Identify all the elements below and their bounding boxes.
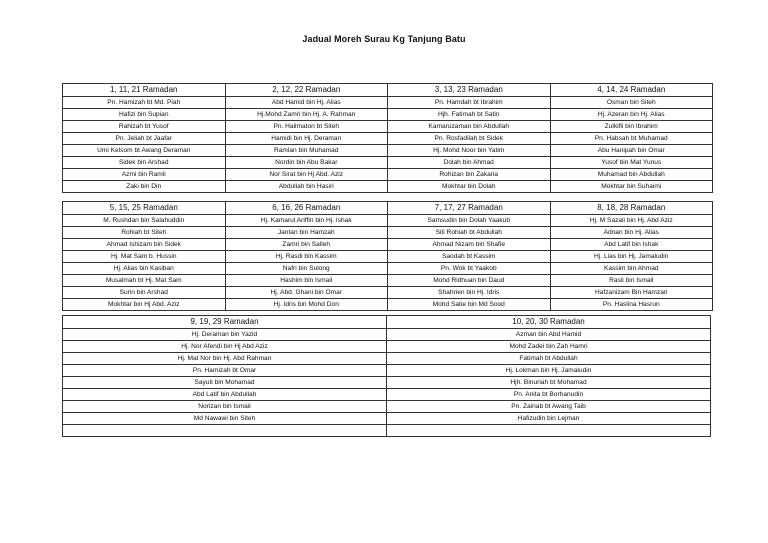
table-cell: Hashim bin Ismail [225,275,388,287]
table-cell: Kamaruzaman bin Abdullah [388,121,551,133]
table-cell: Shahrien bin Hj. Idris [388,287,551,299]
table-row [63,251,713,263]
table-cell: Md Nawawi bin Siteh [63,413,387,425]
table-cell: Zulkifli bin Ibrahim [550,121,713,133]
table-row [63,401,711,413]
table-cell: Hafzanizam Bin Hamzari [550,287,713,299]
table-cell: Pn. Hamizah bt Omar [63,365,387,377]
column-header: 6, 16, 26 Ramadan [225,202,388,215]
table-cell: Osman bin Siteh [550,97,713,109]
table-cell: Musalmah bt Hj. Mat Sam [63,275,226,287]
table-cell: Hafizudin bin Lejman [387,413,711,425]
table-header-row [63,316,711,329]
table-cell: Hamidi bin Hj. Deraman [225,133,388,145]
table-row [63,97,713,109]
table-row [63,239,713,251]
table-row [63,215,713,227]
table-cell: Sayuti bin Mohamad [63,377,387,389]
column-header: 5, 15, 25 Ramadan [63,202,226,215]
table-cell: Nordin bin Abu Bakar [225,157,388,169]
table-cell: Nafri bin Sulong [225,263,388,275]
table-cell: Pn. Zainab bt Awang Taib [387,401,711,413]
table-cell: Hj. Abd. Ghani bin Omar [225,287,388,299]
table-cell: Nor Sirat bin Hj Abd. Aziz [225,169,388,181]
table-row [63,169,713,181]
table-cell: Hj. Mat Sam b. Hussin [63,251,226,263]
table-cell: Abd Latif bin Ishak [550,239,713,251]
table-cell: Samsudin bin Dolah Yaakub [388,215,551,227]
table-cell: Norizan bin Ismail [63,401,387,413]
table-cell: Hj.Mohd Zamri bin Hj. A. Rahman [225,109,388,121]
table-row [63,425,711,437]
table-cell: Dolah bin Ahmad [388,157,551,169]
table-cell: Hj. Azeran bin Hj. Alias [550,109,713,121]
table-cell: Hj. Lokman bin Hj. Jamaludin [387,365,711,377]
table-cell: Rasli bin Ismail [550,275,713,287]
table-cell: Hj. Kamarul Ariffin bin Hj. Ishak [225,215,388,227]
table-cell: Mokhtar bin Suhaimi [550,181,713,193]
table-cell: Pn. Rosfadilah bt Sidek [388,133,551,145]
table-row [63,133,713,145]
table-cell [387,425,711,437]
column-header: 10, 20, 30 Ramadan [387,316,711,329]
table-cell: Sidek bin Arshad [63,157,226,169]
table-cell: M. Rushdan bin Salahuddin [63,215,226,227]
table-cell: Kassim bin Ahmad [550,263,713,275]
table-cell: Siti Rohiah bt Abdullah [388,227,551,239]
schedule-table-2 [62,201,713,311]
column-header: 9, 19, 29 Ramadan [63,316,387,329]
table-cell: Abu Hanipah bin Omar [550,145,713,157]
table-cell: Pn. Halimaton bt Siteh [225,121,388,133]
table-cell: Abd Hamid bin Hj. Alias [225,97,388,109]
table-row [63,329,711,341]
table-cell: Hj. Nor Afendi bin Hj Abd Aziz [63,341,387,353]
table-row [63,121,713,133]
table-row [63,181,713,193]
table-cell: Mohd Satie bin Md Sood [388,299,551,311]
table-row [63,299,713,311]
table-row [63,275,713,287]
table-row [63,109,713,121]
table-row [63,353,711,365]
table-cell: Jantan bin Hamzah [225,227,388,239]
table-cell: Surin bin Arshad [63,287,226,299]
table-cell: Hafizi bin Supian [63,109,226,121]
table-cell: Hj. Mohd Noor bin Yatim [388,145,551,157]
table-cell: Rohiah bt Siteh [63,227,226,239]
table-cell: Zamri bin Salleh [225,239,388,251]
table-cell: Rohizan bin Zakaria [388,169,551,181]
table-cell: Pn. Hamdah bt Ibrahim [388,97,551,109]
column-header: 2, 12, 22 Ramadan [225,84,388,97]
table-cell: Hj. Rasdi bin Kassim [225,251,388,263]
table-cell: Abd Latif bin Abdullah [63,389,387,401]
table-row [63,157,713,169]
table-cell: Hj. Mat Nor bin Hj. Abd Rahman [63,353,387,365]
table-cell: Pn. Wok bt Yaakob [388,263,551,275]
table-cell: Pn. Haslina Hasrun [550,299,713,311]
table-cell: Pn. Anita bt Borhanudin [387,389,711,401]
column-header: 3, 13, 23 Ramadan [388,84,551,97]
table-cell: Hjh. Binuriah bt Mohamad [387,377,711,389]
table-row [63,145,713,157]
table-header-row [63,84,713,97]
table-cell: Abdullah bin Hasiri [225,181,388,193]
table-cell: Mokhtar bin Hj Abd. Aziz [63,299,226,311]
table-row [63,287,713,299]
table-cell: Yusof bin Mat Yunus [550,157,713,169]
column-header: 1, 11, 21 Ramadan [63,84,226,97]
column-header: 4, 14, 24 Ramadan [550,84,713,97]
table-row [63,377,711,389]
table-cell: Hj. Deraman bin Yazid [63,329,387,341]
table-cell: Adnan bin Hj. Alias [550,227,713,239]
table-cell: Pn. Jeliah bt Jaafar [63,133,226,145]
table-cell: Ahmad Ishizam bin Sidek [63,239,226,251]
table-cell: Ahmad Nizam bin Shafie [388,239,551,251]
table-row [63,263,713,275]
table-row [63,413,711,425]
table-row [63,341,711,353]
table-cell: Mokhtar bin Dolah [388,181,551,193]
table-cell: Hj. Alias bin Kasiban [63,263,226,275]
table-cell: Azman bin Abd Hamid [387,329,711,341]
table-cell: Azmi bin Ramli [63,169,226,181]
column-header: 7, 17, 27 Ramadan [388,202,551,215]
table-cell: Zaki bin Din [63,181,226,193]
table-header-row [63,202,713,215]
schedule-table-3 [62,315,711,437]
table-cell: Ramlan bin Muhamad [225,145,388,157]
table-cell: Mohd Ridhuan bin Daud [388,275,551,287]
table-cell: Saodah bt Kassim [388,251,551,263]
table-cell: Hj. Lias bin Hj. Jamaludin [550,251,713,263]
table-cell: Fatimah bt Abdullah [387,353,711,365]
table-cell: Pn. Hamizah bt Md. Piah [63,97,226,109]
table-cell: Hj. M Sazali bin Hj. Abd Aziz [550,215,713,227]
table-cell [63,425,387,437]
table-cell: Pn. Habsah bt Muhamad [550,133,713,145]
table-cell: Muhamad bin Abdullah [550,169,713,181]
table-cell: Umi Kelsom bt Awang Deraman [63,145,226,157]
table-cell: Rahizah bt Yusof [63,121,226,133]
table-cell: Hj. Idris bin Mohd Don [225,299,388,311]
page-title: Jadual Moreh Surau Kg Tanjung Batu [302,34,466,44]
table-row [63,389,711,401]
table-row [63,227,713,239]
table-row [63,365,711,377]
table-cell: Mohd Zadei bin Zah Hamri [387,341,711,353]
schedule-table-1 [62,83,713,193]
table-cell: Hjh. Fatimah bt Satin [388,109,551,121]
column-header: 8, 18, 28 Ramadan [550,202,713,215]
